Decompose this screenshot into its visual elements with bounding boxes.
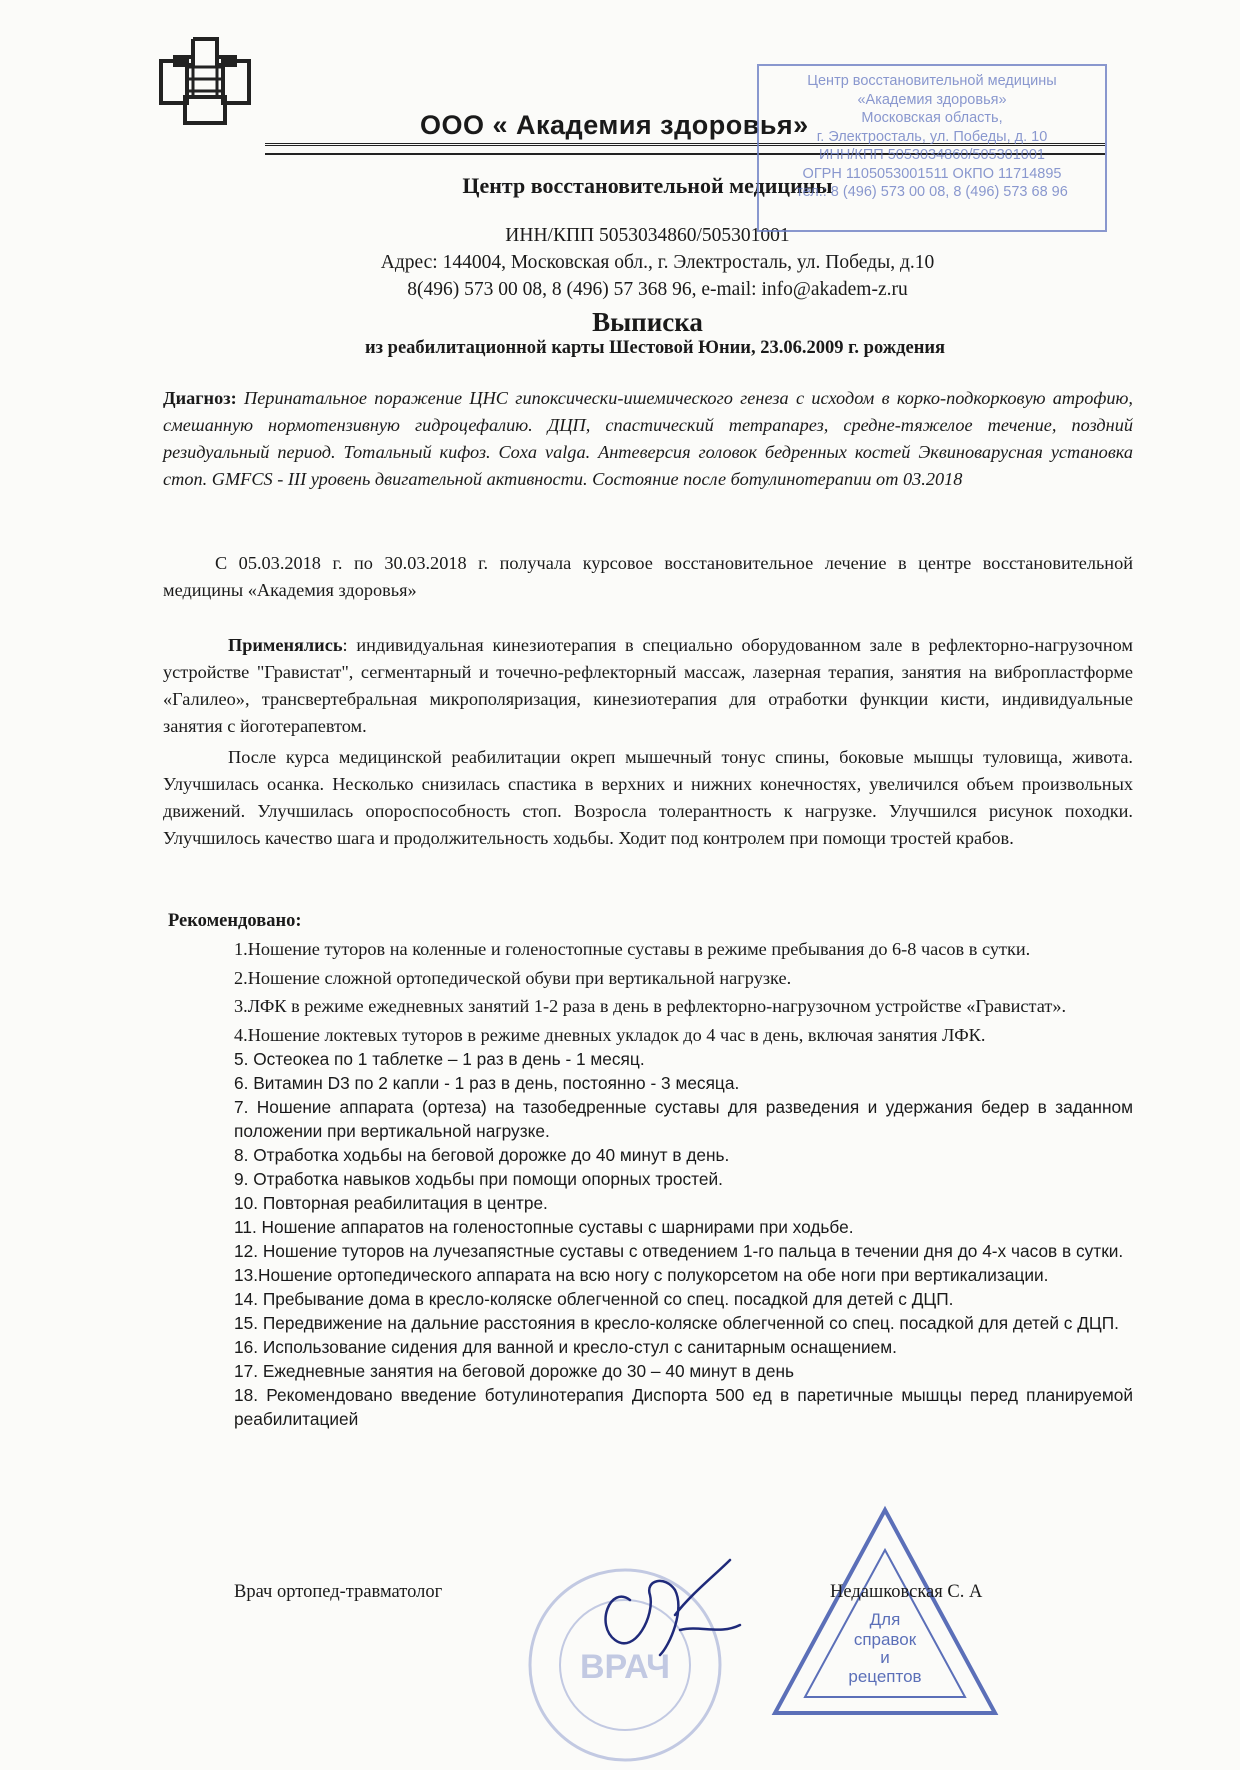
organization-stamp <box>757 64 1107 232</box>
prescription-triangle-stamp <box>770 1505 1000 1720</box>
diagnosis-label: Диагноз: <box>163 388 237 408</box>
list-item: 1.Ношение туторов на коленные и голеностопные суставы в режиме пребывания до 6-8 часов в сутки. <box>234 939 1031 959</box>
list-item: 5. Остеокеа по 1 таблетке – 1 раз в день - 1 месяц. <box>234 1049 645 1069</box>
stamp-line: Центр восстановительной медицины <box>807 73 1057 89</box>
list-item: 3.ЛФК в режиме ежедневных занятий 1-2 раза в день в рефлекторно-нагрузочном устройстве «Гравистат». <box>234 996 1067 1016</box>
list-item: 11. Ношение аппаратов на голеностопные суставы с шарнирами при ходьбе. <box>234 1217 854 1237</box>
list-item: 16. Использование сидения для ванной и кресло-стул с санитарным оснащением. <box>234 1337 897 1357</box>
applied-label: Применялись <box>228 635 343 655</box>
center-name: Центр восстановительной медицины <box>462 173 833 198</box>
inn-line: ИНН/КПП 5053034860/505301001 <box>505 225 790 246</box>
diagnosis-paragraph <box>163 385 1133 493</box>
organization-title: ООО « Академия здоровья» <box>420 110 809 140</box>
list-item: 9. Отработка навыков ходьбы при помощи опорных тростей. <box>234 1169 723 1189</box>
company-logo <box>155 35 255 130</box>
list-item: 10. Повторная реабилитация в центре. <box>234 1193 548 1213</box>
stamp-tri-text: Для <box>869 1610 901 1629</box>
recommendations-list <box>234 937 1133 1431</box>
treatment-period-paragraph: С 05.03.2018 г. по 30.03.2018 г. получала курсовое восстановительное лечение в центре восстановительной медицины «Академия здоровья» <box>163 553 1133 600</box>
list-item: 14. Пребывание дома в кресло-коляске облегченной со спец. посадкой для детей с ДЦП. <box>234 1289 954 1309</box>
list-item: 17. Ежедневные занятия на беговой дорожке до 30 – 40 минут в день <box>234 1361 795 1381</box>
address-line: Адрес: 144004, Московская обл., г. Электросталь, ул. Победы, д.10 <box>380 252 935 273</box>
list-item: 13.Ношение ортопедического аппарата на всю ногу с полукорсетом на обе ноги при вертикализации. <box>234 1265 1049 1285</box>
stamp-line: «Академия здоровья» <box>857 91 1007 108</box>
stamp-tri-text: и <box>880 1648 890 1667</box>
list-item: 7. Ношение аппарата (ортеза) на тазобедренные суставы для разведения и удержания бедер в заданном положении при вертикальной нагрузке. <box>234 1097 1133 1141</box>
doctor-title: Врач ортопед-травматолог <box>234 1582 443 1602</box>
stamp-line: Московская область, <box>861 110 1003 126</box>
document-title: Выписка <box>592 307 703 337</box>
stamp-line: тел.: 8 (496) 573 00 08, 8 (496) 573 68 96 <box>796 184 1068 200</box>
doctor-name: Недашковская С. А <box>830 1582 983 1602</box>
list-item: 12. Ношение туторов на лучезапястные суставы с отведением 1-го пальца в течении дня до 4-х часов в сутки. <box>234 1241 1124 1261</box>
stamp-circle-text: ВРАЧ <box>579 1648 671 1686</box>
document-subtitle: из реабилитационной карты Шестовой Юнии, 23.06.2009 г. рождения <box>364 338 946 358</box>
recommended-label: Рекомендовано: <box>168 911 302 931</box>
diagnosis-text: Перинатальное поражение ЦНС гипоксически-ишемического генеза с исходом в корко-подкорковую атрофию, смешанную нормотензивную гидроцефалию. ДЦП, спастический тетрапарез, средне-тяжелое течение, поздний резидуальный период. Тотальный кифоз. Coxa valga. Антеверсия головок бедренных костей Эквиноварусная установка стоп. GMFCS - III уровень двигательной активности. Состояние после ботулинотерапии от 03.2018 <box>163 388 1133 489</box>
list-item: 2.Ношение сложной ортопедической обуви при вертикальной нагрузке. <box>234 967 792 988</box>
list-item: 8. Отработка ходьбы на беговой дорожке до 40 минут в день. <box>234 1145 730 1165</box>
list-item: 4.Ношение локтевых туторов в режиме дневных укладок до 4 час в день, включая занятия ЛФК. <box>234 1024 986 1045</box>
applied-procedures-paragraph <box>163 632 1133 740</box>
stamp-line: г. Электросталь, ул. Победы, д. 10 <box>816 128 1048 145</box>
list-item: 18. Рекомендовано введение ботулинотерапия Диспорта 500 ед в паретичные мышцы перед планируемой реабилитацией <box>234 1385 1133 1429</box>
stamp-tri-text: справок <box>853 1630 917 1649</box>
list-item: 6. Витамин D3 по 2 капли - 1 раз в день, постоянно - 3 месяца. <box>234 1073 740 1093</box>
phones-line: 8(496) 573 00 08, 8 (496) 57 368 96, e-mail: info@akadem-z.ru <box>407 279 908 300</box>
doctor-signature <box>590 1555 750 1665</box>
stamp-line: ОГРН 1105053001511 ОКПО 11714895 <box>802 165 1062 182</box>
list-item: 15. Передвижение на дальние расстояния в кресло-коляске облегченной со спец. посадкой для детей с ДЦП. <box>234 1313 1119 1333</box>
results-paragraph: После курса медицинской реабилитации окреп мышечный тонус спины, боковые мышцы туловища, живота. Улучшилась осанка. Несколько снизилась спастика в верхних и нижних конечностях, увеличился объем произвольных движений. Улучшилась опороспособность стоп. Возросла толерантность к нагрузке. Улучшился рисунок походки. Улучшилось качество шага и продолжительность ходьбы. Ходит под контролем при помощи тростей крабов. <box>163 747 1133 848</box>
stamp-line: ИНН/КПП 5053034860/505301001 <box>819 147 1045 163</box>
applied-text: : индивидуальная кинезиотерапия в специально оборудованном зале в рефлекторно-нагрузочном устройстве "Гравистат", сегментарный и точечно-рефлекторный массаж, лазерная терапия, занятия на вибропластформе «Галилео», трансвертебральная микрополяризация, кинезиотерапия для отработки функции кисти, индивидуальные занятия с йоготерапевтом. <box>163 635 1133 736</box>
stamp-tri-text: рецептов <box>848 1667 922 1686</box>
